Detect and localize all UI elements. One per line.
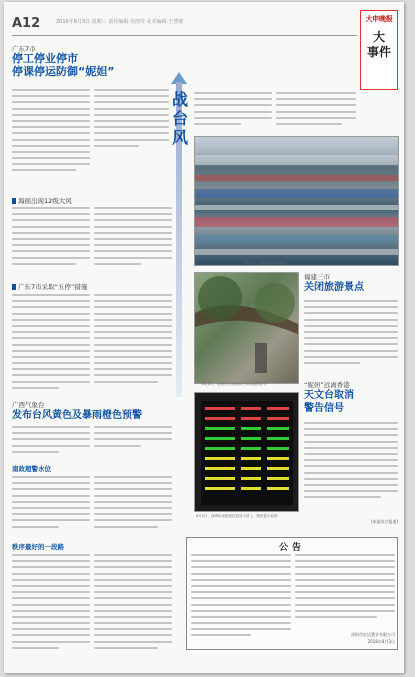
wind-section-title: 海面出现12级大风: [18, 197, 72, 205]
right-top-body-col1: [194, 92, 272, 132]
notice-body-col2: [295, 554, 395, 624]
wind-section-heading: [12, 196, 72, 205]
guangxi-kicker: 广西气象台: [12, 401, 45, 409]
brand-logo: 大申晚报: [365, 14, 393, 23]
newspaper-page: [4, 2, 404, 673]
hk-headline-line2: 警告信号: [304, 403, 344, 414]
guangxi-headline: 发布台风黄色及暴雨橙色预警: [12, 410, 142, 421]
tree-caption: 8月2日，香港市民查看被台风吹倒的树木: [202, 382, 266, 386]
fujian-headline: 关闭旅游景点: [304, 282, 364, 293]
public-notice: [186, 537, 398, 650]
measures-section-heading: [12, 282, 87, 291]
wind-body-col1: [12, 207, 90, 277]
lead-body-col2: [94, 89, 169, 189]
guangxi-body-col1: [12, 426, 90, 458]
page-header: [12, 14, 357, 36]
header-info: 2016年8月3日 星期三 责任编辑:吴雨莹 美术编辑:王慧波: [56, 19, 184, 25]
notice-body-col1: [191, 554, 291, 644]
measures-section-title: 广东7市采取“五停”措施: [18, 283, 88, 291]
lead-body-col1: [12, 89, 90, 189]
water-body-col2: [94, 476, 172, 536]
measures-body-col2: [94, 294, 172, 394]
page-number: A12: [12, 16, 41, 31]
fujian-small-body-col2: [94, 554, 172, 664]
guangxi-body-col2: [94, 426, 172, 458]
notice-title: 公告: [278, 543, 305, 553]
hk-kicker: “妮妲”远离香港: [304, 381, 350, 389]
fujian-small-heading: 秩序最好的一段路: [12, 543, 64, 551]
hk-body: [304, 422, 398, 506]
fujian-kicker: 福建三市: [304, 273, 330, 281]
hk-signature: (本报综合报道): [370, 519, 398, 524]
vertical-title-char: 台: [171, 109, 188, 128]
measures-body-col1: [12, 294, 90, 394]
right-top-body-col2: [276, 92, 356, 132]
hk-headline-line1: 天文台取消: [304, 390, 354, 401]
guangdong-headline-line1: 停工停业停市: [12, 52, 78, 65]
airport-caption: 8月2日，深圳机场航班信息显示屏上，航班显示取消: [196, 514, 278, 518]
vertical-title-char: 战: [171, 90, 188, 109]
notice-signature-date: 2016年8月3日: [367, 639, 395, 644]
guangdong-headline-line2: 停课停运防御“妮妲”: [12, 65, 115, 78]
water-body-col1: [12, 476, 90, 536]
wind-body-col2: [94, 207, 172, 277]
notice-signature-company: 深圳市宏达置业有限公司: [351, 632, 395, 637]
fujian-body: [304, 300, 398, 370]
brand-title-line2: 事件: [366, 45, 391, 59]
water-section-heading: 南政超警水位: [12, 465, 51, 473]
tree-photo: [194, 272, 299, 384]
harbor-photo: [194, 136, 399, 266]
fujian-small-body-col1: [12, 554, 90, 664]
section-brand-box: [360, 10, 398, 90]
vertical-title-char: 风: [171, 128, 188, 147]
airport-display-photo: [194, 392, 299, 512]
guangdong-kicker: 广东7市: [12, 45, 36, 53]
brand-title-line1: 大: [372, 30, 385, 44]
harbor-caption: 8月2日，渔船在港口内避风: [244, 261, 287, 265]
vertical-title: [170, 90, 190, 147]
